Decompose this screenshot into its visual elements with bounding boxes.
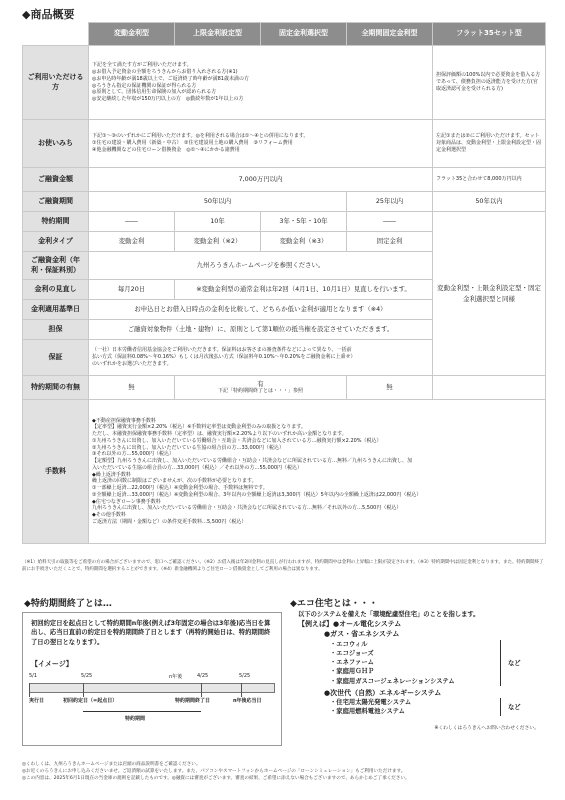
amount-value: 7,000万円以内 [89,168,433,192]
footer-line-3: ◎この内容は、2025年6月1日現在の当金庫の規則を記載したものです。◎融資には審査がございます。審査の結果、ご希望に添えない場合もございますので、あらかじめご了承ください。 [22,775,410,781]
col-flat35: フラット35セット型 [433,23,546,46]
row-label-period: ご融資期間 [23,192,89,212]
next-etc: など [508,704,521,711]
eco-contact: ※くわしくはろうきんへお問い合わせください。 [434,726,539,731]
date-1: 5/1 [29,673,38,679]
period-v3: 50年以内 [433,192,546,212]
row-label-amount: ご融資金額 [23,168,89,192]
review-v1: 毎月20日 [89,280,175,300]
row-label-special: 特約期間 [23,212,89,232]
special-v1: ―― [89,212,175,232]
period-v2: 25年以内 [347,192,433,212]
footer [22,762,545,783]
eligible-flat: 担保評価額の100%以内で必要資金を借入る方であって、債務負担の返済能力を受けた方(官取返済認可金を受けられる方) [433,46,546,120]
label-first: 初回約定日（=起点日） [63,698,118,704]
collateral-value: ご融資対象物件（土地・建物）に、原則として第1順位の抵当権を設定させていただきます。 [89,320,433,340]
timeline [29,673,275,739]
special-heading: ◆特約期間終了とは… [24,599,112,609]
row-label-usage: お使いみち [23,120,89,168]
row-label-collateral: 担保 [23,320,89,340]
label-exec: 実行日 [29,698,45,704]
eco-gas: ●ガス・省エネシステム [324,630,400,638]
special-end-v1: 無 [89,376,175,400]
tick-1 [29,683,30,697]
row-label-eligible: ご利用いただける方 [23,46,89,120]
footer-line-1: ◎くわしくは、九州ろうきんホームページまたは店頭の商品説明書をご確認ください。 [22,762,201,767]
amount-flat: フラット35と合わせて8,000万円以内 [433,168,546,192]
footer-line-2: ◎お近くのろうきんにお申し込みくださいませ。ご返済額の試算をいたします。また、パソコンやスマートフォンからホームページの「ローンシミュレーション」もご利用いただけます。 [22,768,406,774]
product-table [22,22,546,544]
ratetype-v3: 変動金利（※3） [261,232,347,252]
notes: （※1）給料天引の取扱等をご希望の方の場合がございますので、窓口へご確認ください。（※2）お借入後は年2回金利の見直しが行われますが、特約期間中は金利の上昇幅に上限が設定されます。（※3）特約期間中は固定金利となります。また、特約期間終了前にお手続きいただくことで、特約期間を選択することができます。（※4）新金融機関よりご住宅ローン借換資金としてご利用の場合は異なります。 [22,560,544,572]
row-label-fee: 手数料 [23,400,89,544]
date-4: 4/25 [197,673,209,679]
page-title: ◆商品概要 [22,8,75,21]
date-5: 5/25 [239,673,251,679]
special-v2: 10年 [175,212,261,232]
ratetype-v2: 変動金利（※2） [175,232,261,252]
col-variable: 変動金利型 [89,23,175,46]
row-label-guarantee: 保証 [23,340,89,376]
col-fixed: 全期間固定金利型 [347,23,433,46]
tick-4 [241,683,242,697]
eco-ex: 【例えば】●オール電化システム [298,620,402,628]
usage-flat: 左記①または②にご利用いただけます。セット対象商品は、変動金利型・上限金利設定型・固定金利選択型 [433,120,546,168]
special-v3: 3年・5年・10年 [261,212,347,232]
tick-2 [83,683,84,697]
gas-items: ・エコウィル ・エコジョーズ ・エネファーム ・家庭用ＧＨＰ ・家庭用ガスコージェネレーションシステム [330,640,501,686]
period-v1: 50年以内 [89,192,347,212]
ratetype-v1: 変動金利 [89,232,175,252]
row-label-special-end: 特約期間の有無 [23,376,89,400]
flat-merged: 変動金利型・上限金利設定型・固定金利選択型と同様 [433,212,546,376]
usage-text: 下記①～③のいずれかにご利用いただけます。◎を利用される場合は①～④との併用になります。 ①住宅の建設・購入費用（新築・中古） ②住宅建設用土地の購入費用 ③リフォーム費用 ④他金融機関などの住宅ローン借換資金 ◎①～④にかかる諸費用 [89,120,433,168]
special-body: 初回約定日を起点日として特約期間n年後(例えば3年固定の場合は3年後)応当日を算出し、応当日直前の約定日を特約期間終了日とします（再特約開始日は、特約期間終了日の翌日となります）。 [31,620,271,646]
eco-sub: 以下のシステムを備えた「環境配慮型住宅」のことを指します。 [298,611,480,618]
corner-cell [23,23,89,46]
ratetype-v4: 固定金利 [347,232,433,252]
review-v2: ※変動金利型の通常金利は年2回（4月1日、10月1日）見直しを行います。 [175,280,433,300]
date-3: n年後 [169,674,183,680]
col-select: 固定金利選択型 [261,23,347,46]
eco-heading: ◆エコ住宅とは・・・ [290,599,378,609]
special-end-v3: 無 [347,376,433,400]
special-end-v2: 有 下記「特約期間終了とは・・・」参照 [175,376,347,400]
fee-text: ◆不動産担保融資事務手数料 【定率型】融資実行金額×2.20%（税込）※手数料定率型は変動金利型のみの取扱となります。 ただし、本融資担保融資事務手数料（定率型）は、融資実行額×2.20%より以下のいずれか高い金額となります。 ①九州ろうきんに出資し、加入いただいている労働組合・互助会・共済会などに加入されている方…融資実行額×2.20%（税込） ②九州ろうきんに出資し、加入いただいている生協の組合員の方…33,000円（税込） ③それ以外の方…55,000円（税込） 【定額型】九州ろうきんに出資し、加入いただいている労働組合・互助会・共済会などに所属されている方…無料／九州ろうきんに出資し、加 入いただいている生協の組合員の方…33,000円（税込）／それ以外の方…55,000円（税込） ◆繰上返済手数料 繰上返済の回数に制限はございませんが、次の手数料が必要となります。 ①一部繰上返済…22,000円（税込）※変動金利型の場合、手数料は無料です。 ②全額繰上返済…33,000円（税込）※変動金利型の場合、3年以内の全額繰上返済は3,300円（税込）5年以内の全額繰上返済は22,000円（税込） ◆住宅つなぎローン事務手数料 九州ろうきんに出資し、加入いただいている労働組合・互助会・共済会などに所属されている方…無料／それ以外の方…5,500円（税込） ◆その他手数料 ご返済方法（期間・金額など）の条件変更手数料…5,500円（税込） [89,400,546,544]
row-label-basis: 金利適用基準日 [23,300,89,320]
basis-value: お申込日とお借入日時点の金利を比較して、どちらか低い金利が適用となります（※4） [89,300,433,320]
special-section [22,596,284,746]
special-v4: ―― [347,212,433,232]
span-label: 特約期間 [125,716,146,722]
timeline-bar [29,683,275,693]
date-2: 5/25 [81,673,93,679]
tick-3 [201,683,202,697]
row-label-rate-type: 金利タイプ [23,232,89,252]
special-box [22,612,282,746]
label-anniv: n年後応当日 [233,698,262,704]
gas-etc: など [508,660,521,667]
row-label-review: 金利の見直し [23,280,89,300]
eco-section [290,596,545,746]
image-label: 【イメージ】 [31,660,73,668]
special-end-flat [433,376,546,400]
row-label-rate: ご融資金利（年利・保証料別） [23,252,89,280]
guarantee-text: （一社）日本労働者信用基金協会をご利用いただきます。保証料はお客さまの審査条件などによって異なり、一括前 払い方式（保証料0.08%～年0.16%）もしくは月次後払い方式（保証料年0.10%～年0.20%をご融資金利に上乗せ） のいずれかをお選びいただきます。 [89,340,433,376]
next-items: ・住宅用太陽光発電システム ・家庭用燃料電池システム [330,698,501,716]
eco-next: ●次世代（自然）エネルギーシステム [324,689,442,697]
label-end: 特約期間終了日 [175,698,211,704]
eligible-text: 下記を全て満たす方がご利用いただけます。 ◎お借入予定資金の全額をろうきんからお借り入れされる方(※1) ◎お申込時年齢が満18歳以上で、ご返済終了時年齢が満81歳未満の方 ◎ろうきん指定の保証機関の保証が得られる方 ◎原則として、団体信用生命保険の加入が認められる方 ◎安定継続した年収が150万円以上の方 ◎勤続年数が1年以上の方 [89,46,433,120]
span-line [83,711,201,712]
col-cap: 上限金利設定型 [175,23,261,46]
rate-value: 九州ろうきんホームページを参照ください。 [89,252,433,280]
